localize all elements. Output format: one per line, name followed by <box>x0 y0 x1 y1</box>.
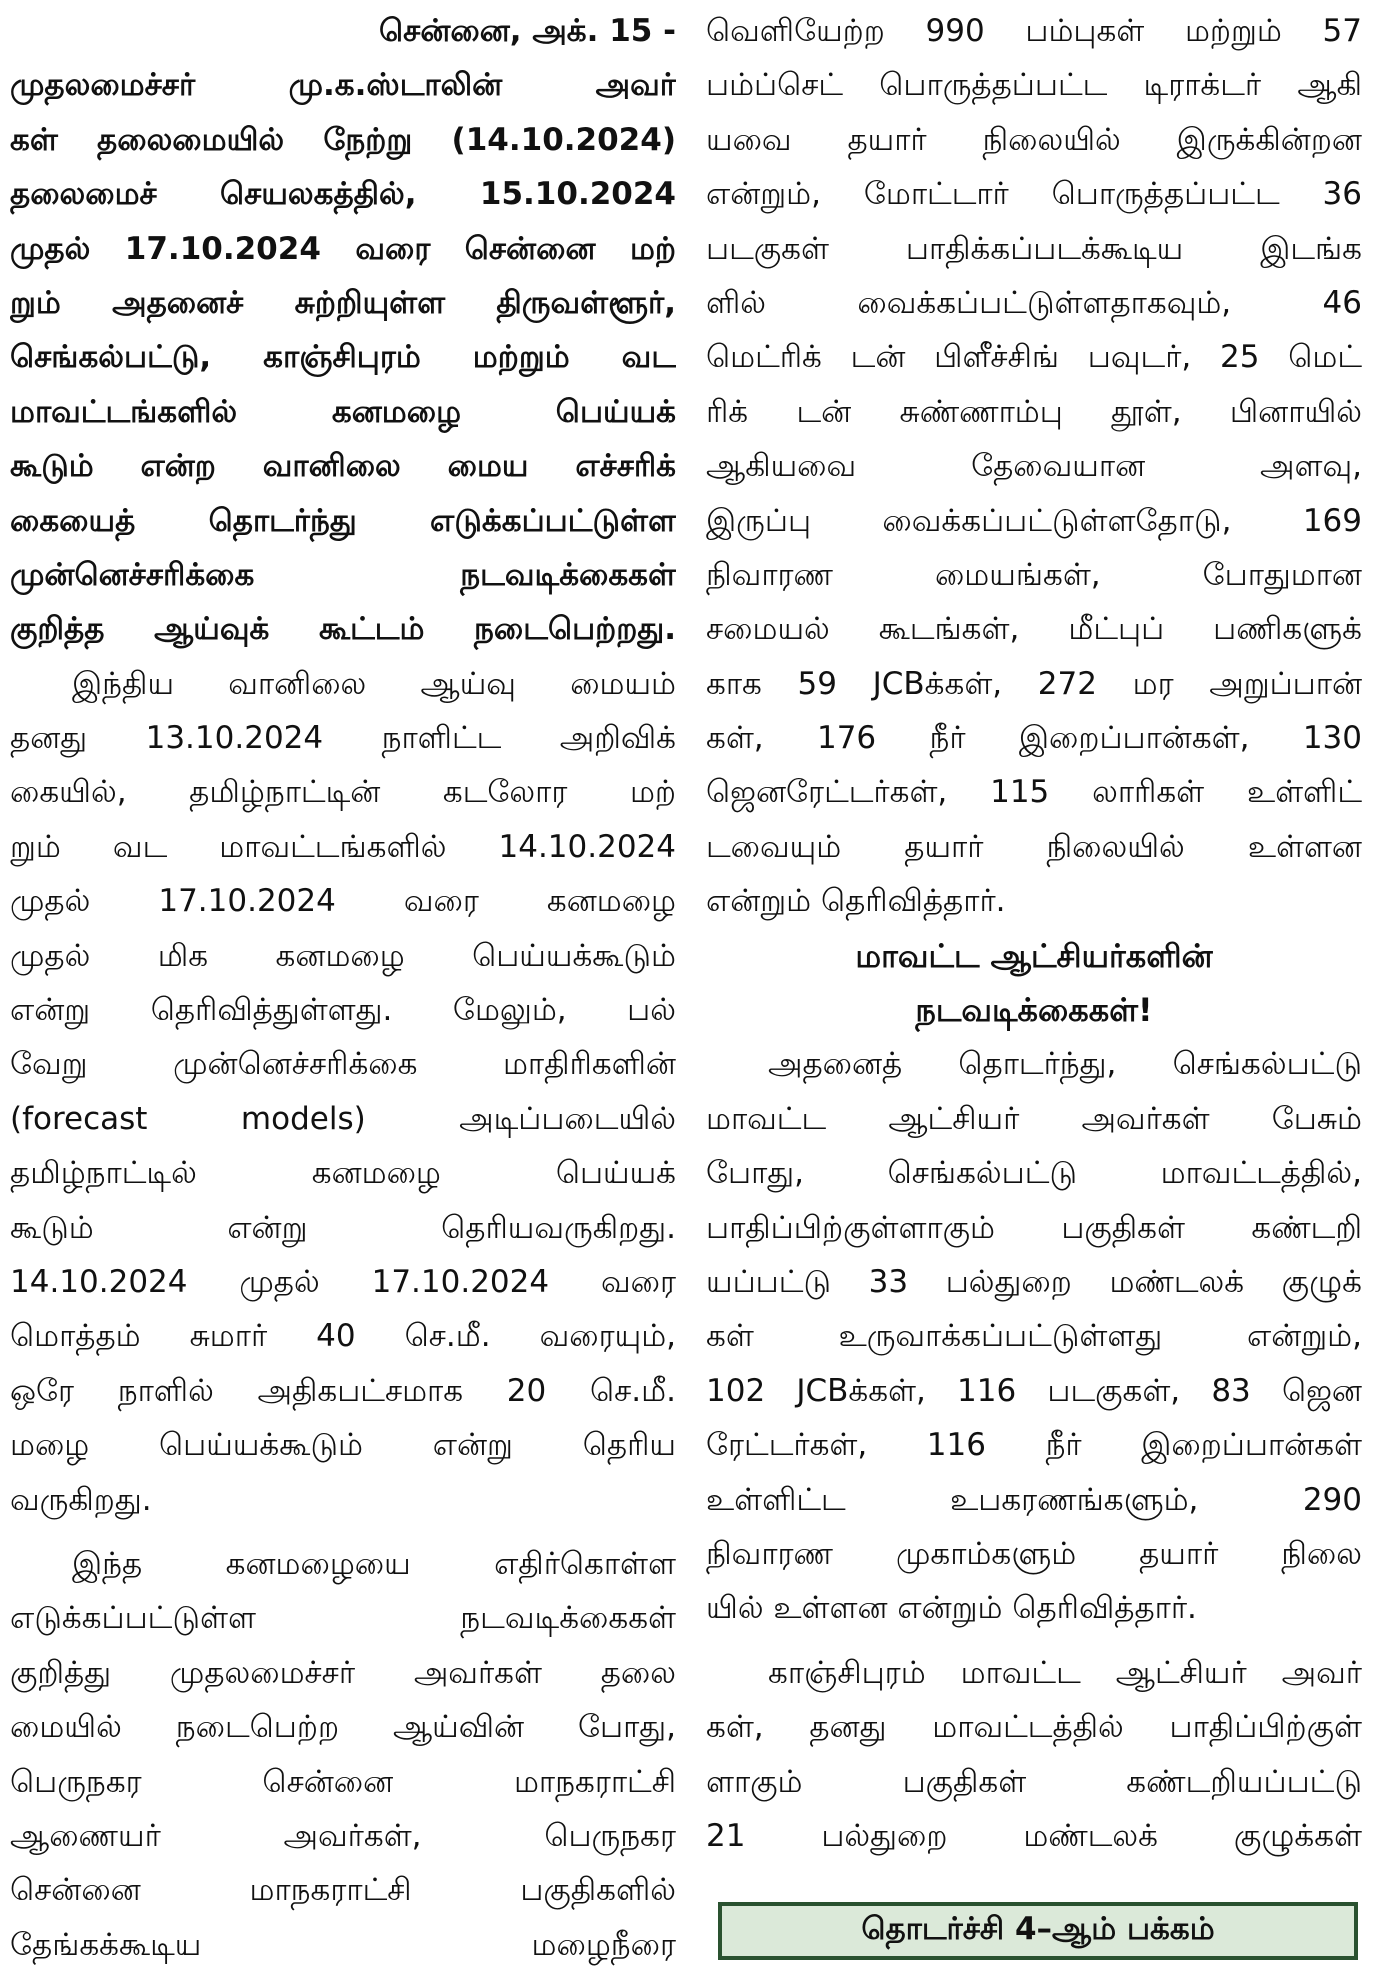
paragraph-line: இந்த கனமழையை எதிர்கொள்ள <box>72 1545 676 1582</box>
paragraph-line: காஞ்சிபுரம் மாவட்ட ஆட்சியர் அவர் <box>768 1654 1362 1691</box>
paragraph-line: டவையும் தயார் நிலையில் உள்ளன <box>706 828 1362 865</box>
lead-line: கள் தலைமையில் நேற்று (14.10.2024) <box>10 121 676 158</box>
lead-paragraph <box>10 58 676 656</box>
lead-line: முதலமைச்சர் மு.க.ஸ்டாலின் அவர் <box>10 67 676 104</box>
paragraph-line: ரேட்டர்கள், 116 நீர் இறைப்பான்கள் <box>706 1427 1362 1464</box>
paragraph-line: தமிழ்நாட்டில் கனமழை பெய்யக் <box>10 1155 676 1192</box>
paragraph-line: காக 59 JCBக்கள், 272 மர அறுப்பான் <box>706 665 1362 702</box>
paragraph-line: மொத்தம் சுமார் 40 செ.மீ. வரையும், <box>10 1318 676 1355</box>
paragraph-line: எடுக்கப்பட்டுள்ள நடவடிக்கைகள் <box>10 1600 676 1637</box>
paragraph-line: மாவட்ட ஆட்சியர் அவர்கள் பேசும் <box>706 1100 1362 1137</box>
paragraph-line: பெருநகர சென்னை மாநகராட்சி <box>10 1763 676 1800</box>
continued-on-page-box <box>718 1902 1358 1960</box>
paragraph-2 <box>10 1537 676 1972</box>
paragraph-line: என்று தெரிவித்துள்ளது. மேலும், பல் <box>10 992 676 1029</box>
dateline: சென்னை, அக். 15 - <box>379 13 676 49</box>
lead-line: முதல் 17.10.2024 வரை சென்னை மற் <box>10 230 676 267</box>
paragraph-line: வருகிறது. <box>10 1481 152 1518</box>
paragraph-line: நிவாரண மையங்கள், போதுமான <box>706 556 1362 593</box>
paragraph-line: ளில் வைக்கப்பட்டுள்ளதாகவும், 46 <box>706 284 1362 321</box>
paragraph-line: சமையல் கூடங்கள், மீட்புப் பணிகளுக் <box>706 611 1362 648</box>
right-column <box>706 4 1362 1863</box>
paragraph-1 <box>10 657 676 1527</box>
paragraph-line: தேங்கக்கூடிய மழைநீரை <box>10 1926 676 1963</box>
paragraph-line: வேறு முன்னெச்சரிக்கை மாதிரிகளின் <box>10 1046 676 1083</box>
paragraph-line: சென்னை மாநகராட்சி பகுதிகளில் <box>10 1872 676 1909</box>
paragraph-line: வெளியேற்ற 990 பம்புகள் மற்றும் 57 <box>706 13 1362 49</box>
paragraph-line: குறித்து முதலமைச்சர் அவர்கள் தலை <box>10 1654 676 1691</box>
section-subheading <box>706 929 1362 1038</box>
lead-line: முன்னெச்சரிக்கை நடவடிக்கைகள் <box>10 556 676 593</box>
paragraph-line: இந்திய வானிலை ஆய்வு மையம் <box>72 665 676 702</box>
paragraph-line: 14.10.2024 முதல் 17.10.2024 வரை <box>10 1263 676 1300</box>
paragraph-line: மையில் நடைபெற்ற ஆய்வின் போது, <box>10 1709 676 1746</box>
paragraph-line: என்றும், மோட்டார் பொருத்தப்பட்ட 36 <box>706 176 1362 213</box>
paragraph-line: மழை பெய்யக்கூடும் என்று தெரிய <box>10 1427 676 1464</box>
paragraph-line: கையில், தமிழ்நாட்டின் கடலோர மற் <box>10 774 676 811</box>
lead-line: மாவட்டங்களில் கனமழை பெய்யக் <box>10 393 676 430</box>
paragraph-line: யில் உள்ளன என்றும் தெரிவித்தார். <box>706 1590 1197 1627</box>
paragraph-line: கள், 176 நீர் இறைப்பான்கள், 130 <box>706 720 1362 757</box>
paragraph-5 <box>706 1646 1362 1864</box>
subheading-line: நடவடிக்கைகள்! <box>915 991 1153 1030</box>
paragraph-line: 102 JCBக்கள், 116 படகுகள், 83 ஜென <box>706 1372 1362 1409</box>
paragraph-line: ஒரே நாளில் அதிகபட்சமாக 20 செ.மீ. <box>10 1372 676 1409</box>
paragraph-line: பம்ப்செட் பொருத்தப்பட்ட டிராக்டர் ஆகி <box>706 67 1362 104</box>
lead-line: குறித்த ஆய்வுக் கூட்டம் நடைபெற்றது. <box>10 611 676 648</box>
paragraph-line: கள், தனது மாவட்டத்தில் பாதிப்பிற்குள் <box>706 1709 1362 1746</box>
lead-line: செங்கல்பட்டு, காஞ்சிபுரம் மற்றும் வட <box>10 339 676 376</box>
lead-line: கையைத் தொடர்ந்து எடுக்கப்பட்டுள்ள <box>10 502 676 539</box>
paragraph-line: ஆகியவை தேவையான அளவு, <box>706 448 1362 485</box>
continued-label: தொடர்ச்சி 4–ஆம் பக்கம் <box>861 1911 1215 1947</box>
paragraph-line: என்றும் தெரிவித்தார். <box>706 883 1006 920</box>
paragraph-line: ளாகும் பகுதிகள் கண்டறியப்பட்டு <box>706 1763 1362 1800</box>
paragraph-line: படகுகள் பாதிக்கப்படக்கூடிய இடங்க <box>706 230 1362 267</box>
paragraph-line: முதல் மிக கனமழை பெய்யக்கூடும் <box>10 937 676 974</box>
paragraph-line: உள்ளிட்ட உபகரணங்களும், 290 <box>706 1481 1362 1518</box>
paragraph-line: ஜெனரேட்டர்கள், 115 லாரிகள் உள்ளிட் <box>706 774 1362 811</box>
paragraph-line: போது, செங்கல்பட்டு மாவட்டத்தில், <box>706 1155 1362 1192</box>
paragraph-line: 21 பல்துறை மண்டலக் குழுக்கள் <box>706 1817 1362 1854</box>
paragraph-line: கள் உருவாக்கப்பட்டுள்ளது என்றும், <box>706 1318 1362 1355</box>
paragraph-line: கூடும் என்று தெரியவருகிறது. <box>10 1209 676 1246</box>
paragraph-line: நிவாரண முகாம்களும் தயார் நிலை <box>706 1535 1362 1572</box>
paragraph-line: மெட்ரிக் டன் பிளீச்சிங் பவுடர், 25 மெட் <box>706 339 1362 376</box>
paragraph-line: யப்பட்டு 33 பல்துறை மண்டலக் குழுக் <box>706 1263 1362 1300</box>
paragraph-line: ஆணையர் அவர்கள், பெருநகர <box>10 1817 676 1854</box>
paragraph-3 <box>706 4 1362 929</box>
paragraph-line: தனது 13.10.2024 நாளிட்ட அறிவிக் <box>10 720 676 757</box>
paragraph-4 <box>706 1037 1362 1635</box>
paragraph-line: பாதிப்பிற்குள்ளாகும் பகுதிகள் கண்டறி <box>706 1209 1362 1246</box>
paragraph-line: அதனைத் தொடர்ந்து, செங்கல்பட்டு <box>768 1046 1362 1083</box>
lead-line: றும் அதனைச் சுற்றியுள்ள திருவள்ளூர், <box>10 284 676 321</box>
paragraph-line: ரிக் டன் சுண்ணாம்பு தூள், பினாயில் <box>706 393 1362 430</box>
subheading-line: மாவட்ட ஆட்சியர்களின் <box>855 936 1213 975</box>
paragraph-line: யவை தயார் நிலையில் இருக்கின்றன <box>706 121 1362 158</box>
lead-line: கூடும் என்ற வானிலை மைய எச்சரிக் <box>10 448 676 485</box>
paragraph-line: முதல் 17.10.2024 வரை கனமழை <box>10 883 676 920</box>
paragraph-line: றும் வட மாவட்டங்களில் 14.10.2024 <box>10 828 676 865</box>
lead-line: தலைமைச் செயலகத்தில், 15.10.2024 <box>10 176 676 213</box>
paragraph-line: இருப்பு வைக்கப்பட்டுள்ளதோடு, 169 <box>706 502 1362 539</box>
paragraph-line: (forecast models) அடிப்படையில் <box>10 1100 676 1137</box>
left-column <box>10 4 676 1972</box>
